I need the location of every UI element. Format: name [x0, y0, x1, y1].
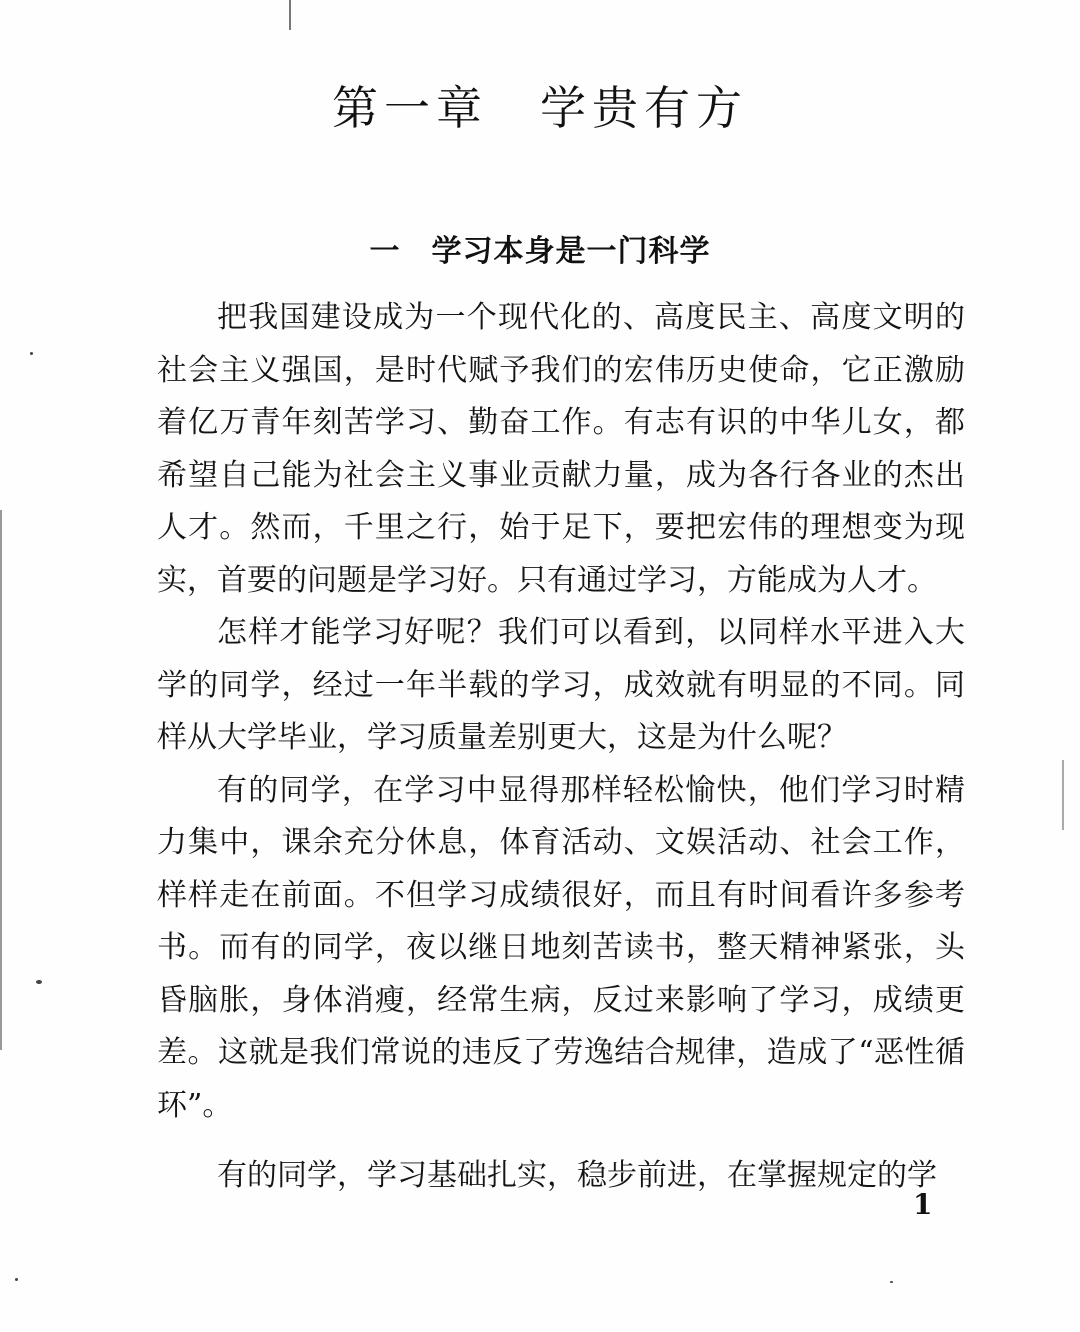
body-text: [157, 292, 965, 1203]
scan-speck: [36, 980, 42, 984]
paragraph: 把我国建设成为一个现代化的、高度民主、高度文明的社会主义强国，是时代赋予我们的宏伟历史使命，它正激励着亿万青年刻苦学习、勤奋工作。有志有识的中华儿女，都希望自己能为社会主义事业贡献力量，成为各行各业的杰出人才。然而，千里之行，始于足下，要把宏伟的理想变为现实，首要的问题是学习好。只有通过学习，方能成为人才。: [157, 300, 965, 598]
chapter-title: 第一章 学贵有方: [332, 81, 748, 135]
scan-speck: [30, 352, 33, 355]
paragraph: 有的同学，学习基础扎实，稳步前进，在掌握规定的学: [217, 1158, 937, 1193]
section-title: 一 学习本身是一门科学: [369, 234, 711, 269]
scan-artifact-right-mark: [1062, 760, 1064, 830]
scan-artifact-top-mark: [289, 0, 291, 30]
scan-speck: [15, 1278, 18, 1281]
page-number: 1: [913, 1188, 933, 1221]
paragraph: 怎样才能学习好呢？我们可以看到，以同样水平进入大学的同学，经过一年半载的学习，成效就有明显的不同。同样从大学毕业，学习质量差别更大，这是为什么呢？: [157, 615, 965, 755]
scan-speck: [890, 1281, 893, 1283]
scan-artifact-left-edge: [0, 510, 2, 1050]
paragraph: 有的同学，在学习中显得那样轻松愉快，他们学习时精力集中，课余充分休息，体育活动、文娱活动、社会工作，样样走在前面。不但学习成绩很好，而且有时间看许多参考书。而有的同学，夜以继日地刻苦读书，整天精神紧张，头昏脑胀，身体消瘦，经常生病，反过来影响了学习，成绩更差。这就是我们常说的违反了劳逸结合规律，造成了“恶性循环”。: [157, 772, 965, 1123]
